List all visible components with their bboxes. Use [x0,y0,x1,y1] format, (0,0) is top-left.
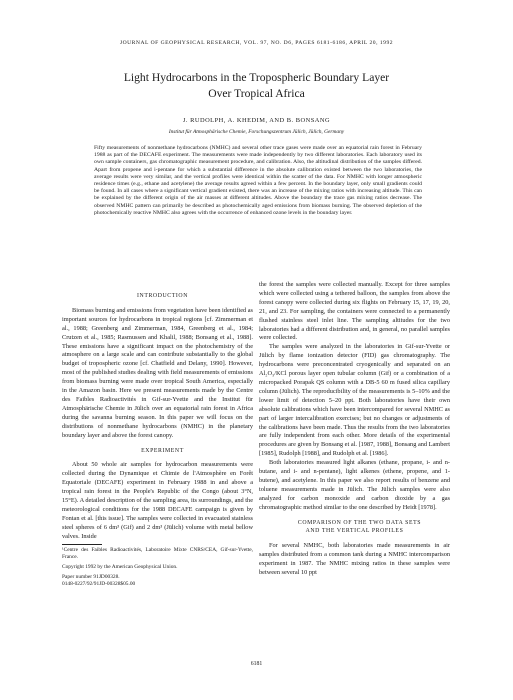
intro-paragraph: Biomass burning and emissions from vegetation have been identified as important sources for hydrocarbons in tropical regions [cf. Zimmerman et al., 1988; Greenberg and Zimmerman, 1984, Greenberg et al., 1984; Crutzen et al., 1985; Rasmussen and Khalil, 1988; Bonsang et al., 1988]. These emissions have a significant impact on the photochemistry of the atmosphere on a large scale and can contribute substantially to the global budget of tropospheric ozone [cf. Chatfield and Delany, 1990]. However, most of the published studies dealing with field measurements of emissions from biomass burning were made over tropical South America, especially in the Amazon basin. Here we present measurements made by the Centre des Faibles Radioactivités in Gif-sur-Yvette and the Institut für Atmosphärische Chemie in Jülich over an equatorial rain forest in Africa during the savanna burning season. In this paper we will focus on the distributions of nonmethane hydrocarbons (NMHC) in the planetary boundary layer and above the forest canopy. [62,306,253,439]
footnote-affiliation: ¹Centre des Faibles Radioactivités, Laboratoire Mixte CNRS/CEA, Gif-sur-Yvette, France. [62,546,253,560]
right-paragraph-4: For several NMHC, both laboratories made measurements in air samples distributed from a common tank during a NMHC intercomparison experiment in 1987. The NMHC mixing ratios in these samples were between several 10 ppt [259,542,450,577]
journal-header: JOURNAL OF GEOPHYSICAL RESEARCH, VOL. 97, NO. D6, PAGES 6181-6186, APRIL 20, 1992 [119,40,394,46]
right-paragraph-3: Both laboratories measured light alkanes (ethane, propane, i- and n-butane, and i- and n-pentane), light alkenes (ethene, propene, and 1-butene), and acetylene. In this paper we also report results of benzene and toluene measurements made in Jülich. The Jülich samples were also analyzed for carbon monoxide and carbon dioxide by a gas chromatographic method similar to the one described by Heidt [1978]. [259,459,450,511]
title-line-1: Light Hydrocarbons in the Tropospheric Boundary Layer [123,71,390,84]
title-line-2: Over Tropical Africa [208,87,305,100]
experiment-heading: EXPERIMENT [141,447,184,454]
issn-code: 0148-0227/92/91JD-00328$05.00 [62,580,136,587]
comparison-heading [259,519,450,537]
abstract: Fifty measurements of nonmethane hydrocarbons (NMHC) and several other trace gases were made over an equatorial rain forest in February 1988 as part of the DECAFE experiment. The measurements were made independently by two different laboratories. Each laboratory used its own sample containers, gas chromatographic measurement procedure, and calibration. Also, the altitudinal distribution of the samples differed. Apart from propene and i-pentane for which a substantial difference in the absolute calibration existed between the two laboratories, the average results were very similar, and the vertical profiles were identical within the scatter of the data. For NMHC with longer atmospheric residence times (e.g., ethane and acetylene) the average results agreed within a few percent. In the boundary layer, only small gradients could be found. In all cases where a significant vertical gradient existed, there was an increase of the mixing ratios with increasing altitude. This can be explained by the different origin of the air masses at different altitudes. Above the boundary the trace gas mixing ratios decrease. The observed NMHC pattern can primarily be described as photochemically aged emissions from biomass burning. The observed depletion of the photochemically reactive NMHC also agrees with the occurrence of enhanced ozone levels in the boundary layer. [94,145,422,216]
copyright-notice: Copyright 1992 by the American Geophysical Union. [62,563,178,570]
affiliation: Institut für Atmosphärische Chemie, Forschungszentrum Jülich, Jülich, Germany [168,129,345,135]
comparison-heading-line-1: COMPARISON OF THE TWO DATA SETS [297,519,422,526]
paper-title [0,70,513,102]
footnote-rule [62,544,102,545]
left-column [62,292,253,588]
right-paragraph-1: the forest the samples were collected manually. Except for three samples which were collected using a tethered balloon, the samples from above the forest canopy were collected during six flights on February 15, 17, 19, 20, 21, and 23. For sampling, the containers were connected to a permanently flushed stainless steel inlet line. The sampling altitudes for the two laboratories had a different distribution and, in general, no parallel samples were collected. [259,281,450,342]
page-number: 6181 [250,661,263,667]
paper-number: Paper number 91JD00328. [62,573,120,580]
comparison-heading-line-2: AND THE VERTICAL PROFILES [305,528,404,535]
authors: J. RUDOLPH, A. KHEDIM, AND B. BONSANG [182,117,331,124]
right-column [259,281,450,578]
introduction-heading: INTRODUCTION [137,293,188,299]
right-paragraph-2: The samples were analyzed in the laboratories in Gif-sur-Yvette or Jülich by flame ionization detector (FID) gas chromatography. The hydrocarbons were preconcentrated cryogenically and separated on an Al₂O₃/KCl porous layer open tubular column (Gif) or a combination of a micropacked Porapak QS column with a DB-5 60 m fused silica capillary column (Jülich). The reproducibility of the measurements is 5–10% and the lower limit of detection 5–20 ppt. Both laboratories have their own absolute calibrations which have been intercompared for several NMHC as part of larger intercalibration exercises; but no changes or adjustments of the calibrations have been made. Thus the results from the two laboratories are fully independent from each other. More details of the experimental procedures are given by Bonsang et al. [1987, 1988], Bonsang and Lambert [1985], Rudolph [1988], and Rudolph et al. [1986]. [259,343,450,458]
experiment-paragraph: About 50 whole air samples for hydrocarbon measurements were collected during the Dynamique et Chimie de l'Atmosphère en Forêt Equatoriale (DECAFE) experiment in February 1988 in and above a tropical rain forest in the People's Republic of the Congo (about 3°N, 15°E). A detailed description of the sampling area, its surroundings, and the meteorological conditions for the 1988 DECAFE campaign is given by Fontan et al. [this issue]. The samples were collected in evacuated stainless steel spheres of 6 dm³ (Gif) and 2 dm³ (Jülich) volume with metal bellow valves. Inside [62,461,253,540]
